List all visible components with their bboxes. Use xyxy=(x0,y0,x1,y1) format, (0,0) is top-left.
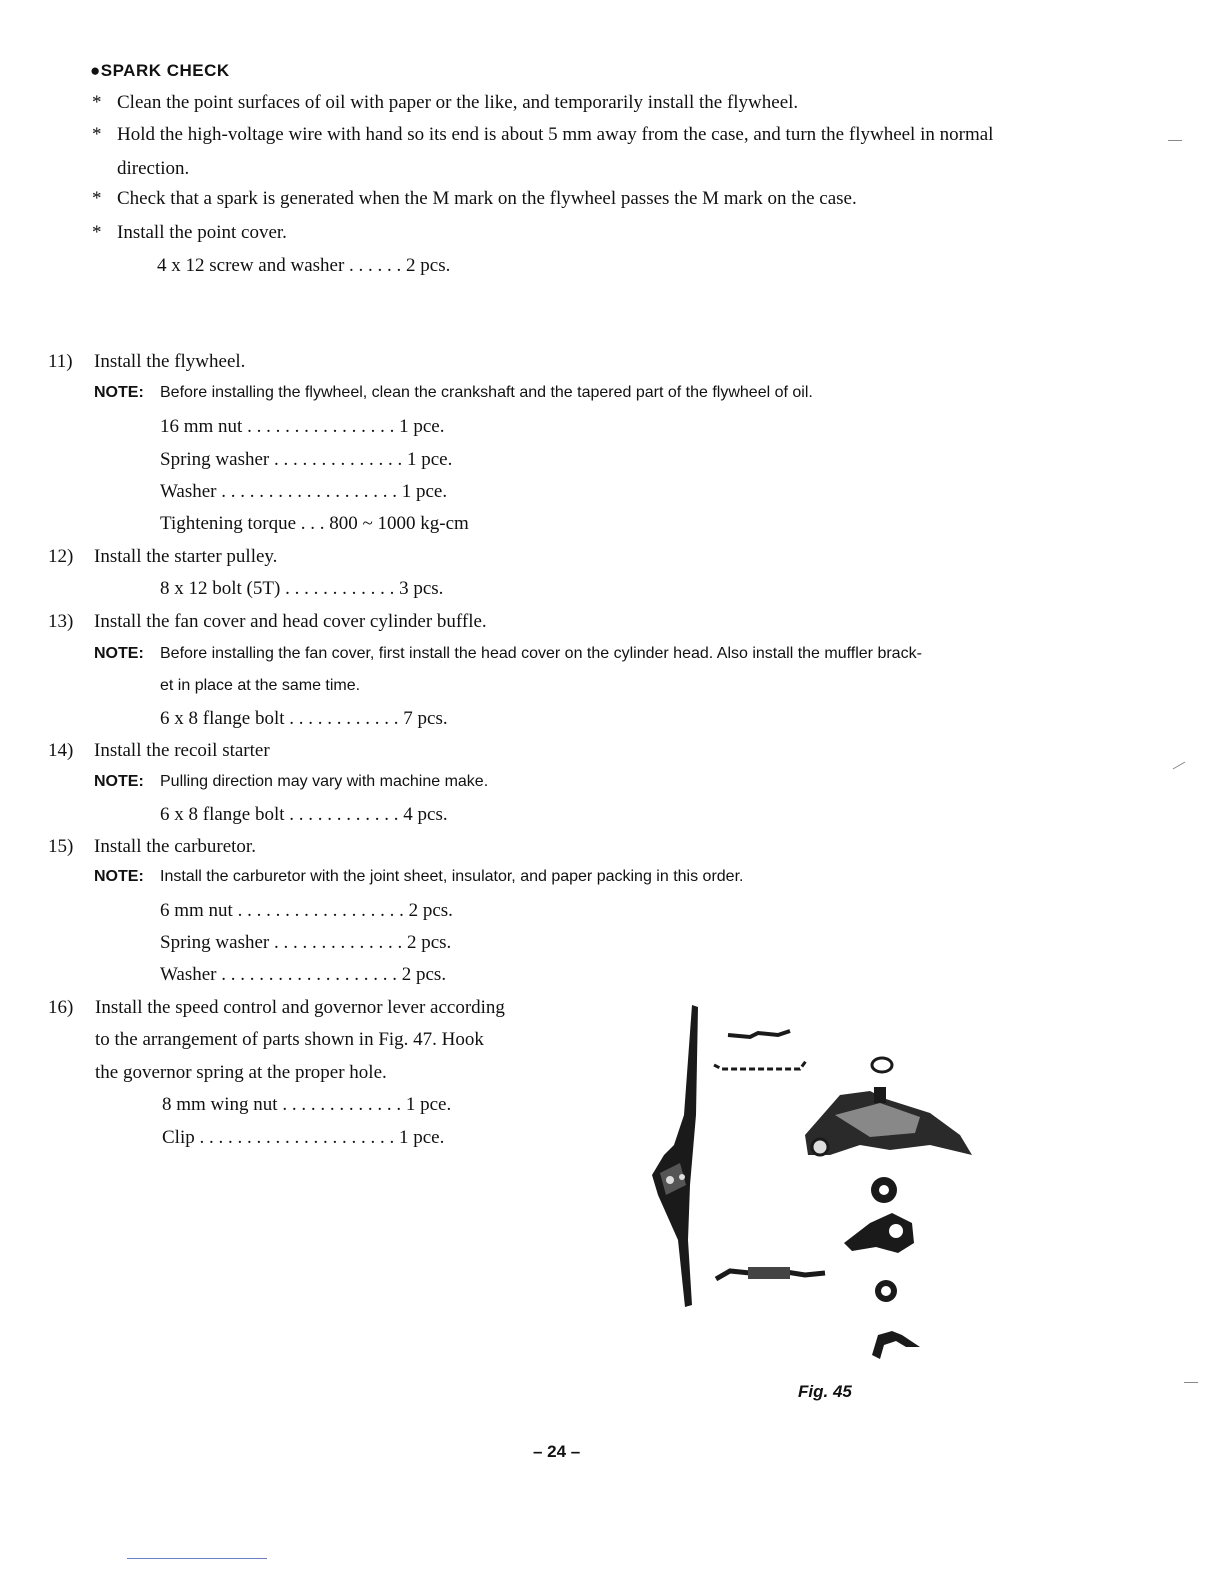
step-text: Install the recoil starter xyxy=(94,740,270,761)
step-text: Install the speed control and governor lever according xyxy=(95,997,505,1018)
step-number: 12) xyxy=(48,546,74,567)
scan-mark xyxy=(1168,140,1182,141)
note-text: Before installing the flywheel, clean the crankshaft and the tapered part of the flywheel of oil. xyxy=(160,384,813,401)
spec-line: 8 x 12 bolt (5T) . . . . . . . . . . . . 3 pcs. xyxy=(160,578,444,599)
spec-line: 16 mm nut . . . . . . . . . . . . . . . . 1 pce. xyxy=(160,416,445,437)
step-number: 14) xyxy=(48,740,74,761)
spec-line: Washer . . . . . . . . . . . . . . . . . . . 1 pce. xyxy=(160,481,448,502)
step-number: 15) xyxy=(48,836,74,857)
step-text: Install the fan cover and head cover cylinder buffle. xyxy=(94,611,487,632)
note-text: Before installing the fan cover, first install the head cover on the cylinder head. Also install the muffler brack- xyxy=(160,645,922,662)
note-text: Install the carburetor with the joint sheet, insulator, and paper packing in this order. xyxy=(160,868,744,885)
spec-line: 6 mm nut . . . . . . . . . . . . . . . . . . 2 pcs. xyxy=(160,900,453,921)
bullet-marker: * xyxy=(92,188,102,209)
step-text: Install the starter pulley. xyxy=(94,546,278,567)
step-text: Install the carburetor. xyxy=(94,836,256,857)
bullet-marker: * xyxy=(92,124,102,145)
note-label: NOTE: xyxy=(94,384,144,401)
link-rod xyxy=(728,1031,790,1037)
spec-line: 6 x 8 flange bolt . . . . . . . . . . . . 4 pcs. xyxy=(160,804,448,825)
scan-mark xyxy=(1173,762,1186,770)
step-text: Install the flywheel. xyxy=(94,351,246,372)
wing-nut xyxy=(872,1331,920,1359)
governor-parts-figure xyxy=(630,995,1010,1375)
bullet-text: Check that a spark is generated when the M mark on the flywheel passes the M mark on the case. xyxy=(117,188,857,209)
note-label: NOTE: xyxy=(94,773,144,790)
spec-line: 8 mm wing nut . . . . . . . . . . . . . 1 pce. xyxy=(162,1094,452,1115)
spec-line: Tightening torque . . . 800 ~ 1000 kg-cm xyxy=(160,513,469,534)
note-text-cont: et in place at the same time. xyxy=(160,677,361,694)
bullet-text: Hold the high-voltage wire with hand so its end is about 5 mm away from the case, and turn the flywheel in normal xyxy=(117,124,994,145)
spec-line: Washer . . . . . . . . . . . . . . . . . . . 2 pcs. xyxy=(160,964,447,985)
spec-line: 6 x 8 flange bolt . . . . . . . . . . . . 7 pcs. xyxy=(160,708,448,729)
bullet-text: Clean the point surfaces of oil with paper or the like, and temporarily install the flywheel. xyxy=(117,92,799,113)
note-text: Pulling direction may vary with machine make. xyxy=(160,773,489,790)
step-number: 11) xyxy=(48,351,73,372)
step-text: the governor spring at the proper hole. xyxy=(95,1062,387,1083)
bullet-text-cont: direction. xyxy=(117,158,190,179)
step-text: to the arrangement of parts shown in Fig. 47. Hook xyxy=(95,1029,484,1050)
spec-line: Clip . . . . . . . . . . . . . . . . . . . . . 1 pce. xyxy=(162,1127,445,1148)
footer-rule xyxy=(127,1558,267,1559)
note-label: NOTE: xyxy=(94,645,144,662)
bullet-text: Install the point cover. xyxy=(117,222,287,243)
bullet-marker: * xyxy=(92,222,102,243)
bullet-marker: * xyxy=(92,92,102,113)
spark-check-heading: ●SPARK CHECK xyxy=(90,61,230,80)
page-number: – 24 – xyxy=(533,1442,581,1461)
step-number: 16) xyxy=(48,997,74,1018)
thin-spring xyxy=(714,1061,806,1069)
spec-line: Spring washer . . . . . . . . . . . . . . 1 pce. xyxy=(160,449,453,470)
figure-caption: Fig. 45 xyxy=(798,1382,852,1401)
scan-mark xyxy=(1184,1382,1198,1383)
small-ring xyxy=(872,1058,892,1072)
governor-lever xyxy=(652,1005,698,1307)
spec-line: Spring washer . . . . . . . . . . . . . . 2 pcs. xyxy=(160,932,452,953)
note-label: NOTE: xyxy=(94,868,144,885)
step-number: 13) xyxy=(48,611,74,632)
small-lever xyxy=(844,1213,914,1253)
spec-line: 4 x 12 screw and washer . . . . . . 2 pcs. xyxy=(157,255,451,276)
